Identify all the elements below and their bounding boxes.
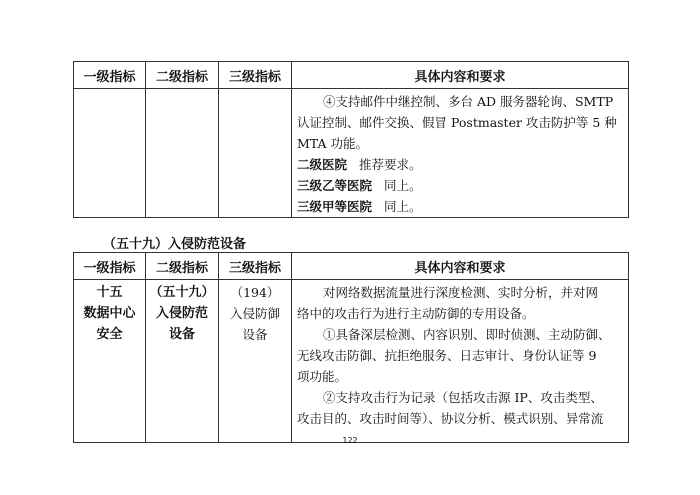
content-line: ②支持攻击行为记录（包括攻击源 IP、攻击类型、 bbox=[323, 390, 603, 405]
level2-cell-empty bbox=[146, 89, 219, 218]
header-level3: 三级指标 bbox=[219, 253, 292, 280]
content-line: MTA 功能。 bbox=[297, 136, 368, 151]
table-row bbox=[74, 89, 629, 218]
page-number: 122 bbox=[342, 436, 358, 445]
content-line: 项功能。 bbox=[297, 369, 348, 384]
level-label: 二级医院 bbox=[297, 157, 348, 172]
content-cell bbox=[292, 89, 629, 218]
header-content: 具体内容和要求 bbox=[292, 253, 629, 280]
header-content: 具体内容和要求 bbox=[292, 62, 629, 89]
header-level3: 三级指标 bbox=[219, 62, 292, 89]
level3-cell: （194） 入侵防御 设备 bbox=[219, 280, 292, 443]
content-line: ①具备深层检测、内容识别、即时侦测、主动防御、 bbox=[323, 327, 611, 342]
content-line: 络中的攻击行为进行主动防御的专用设备。 bbox=[297, 306, 535, 321]
section-title: （五十九）入侵防范设备 bbox=[103, 237, 247, 252]
level-requirement bbox=[297, 154, 625, 175]
level-label: 三级乙等医院 bbox=[297, 178, 373, 193]
level1-cell: 十五 数据中心 安全 bbox=[74, 280, 146, 443]
header-level2: 二级指标 bbox=[146, 253, 219, 280]
intrusion-prevention-table bbox=[73, 252, 629, 443]
table-row bbox=[74, 280, 629, 443]
level-requirement bbox=[297, 196, 625, 217]
content-line: 对网络数据流量进行深度检测、实时分析，并对网 bbox=[323, 285, 599, 300]
level-label: 三级甲等医院 bbox=[297, 199, 373, 214]
level3-cell-empty bbox=[219, 89, 292, 218]
level1-cell-empty bbox=[74, 89, 146, 218]
table-header-row bbox=[74, 62, 629, 89]
level2-cell: （五十九） 入侵防范 设备 bbox=[146, 280, 219, 443]
content-line: 无线攻击防御、抗拒绝服务、日志审计、身份认证等 9 bbox=[297, 348, 597, 363]
header-level1: 一级指标 bbox=[74, 253, 146, 280]
content-cell bbox=[292, 280, 629, 443]
content-line: 认证控制、邮件交换、假冒 Postmaster 攻击防护等 5 种 bbox=[297, 115, 617, 130]
header-level1: 一级指标 bbox=[74, 62, 146, 89]
level-text: 推荐要求。 bbox=[359, 157, 422, 172]
level-requirement bbox=[297, 175, 625, 196]
content-line: 攻击目的、攻击时间等）、协议分析、模式识别、异常流 bbox=[297, 411, 604, 426]
level-text: 同上。 bbox=[384, 199, 422, 214]
header-level2: 二级指标 bbox=[146, 62, 219, 89]
table-header-row bbox=[74, 253, 629, 280]
requirements-table-continued bbox=[73, 61, 629, 218]
content-line: ④支持邮件中继控制、多台 AD 服务器轮询、SMTP bbox=[323, 94, 614, 109]
level-text: 同上。 bbox=[384, 178, 422, 193]
